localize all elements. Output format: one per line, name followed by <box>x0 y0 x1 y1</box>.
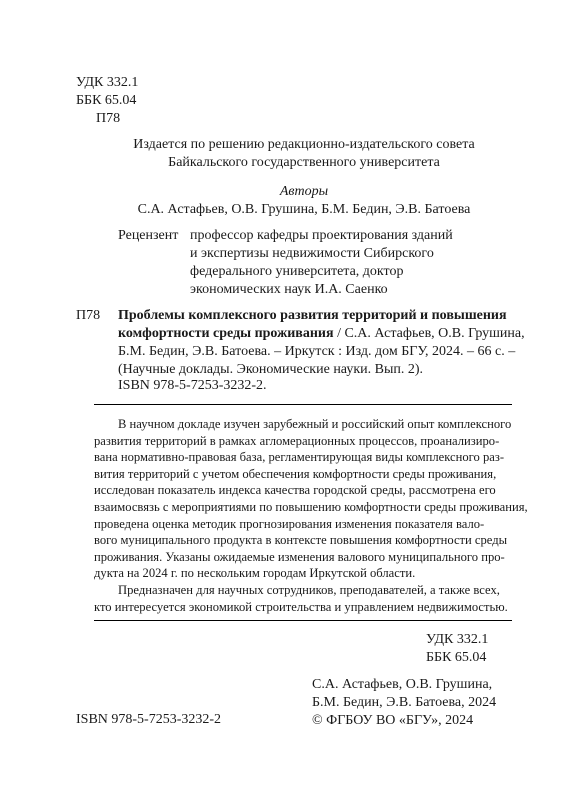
abstract-line: вого муниципального продукта в контексте повышения комфортности среды <box>94 533 508 548</box>
biblio-line: Б.М. Бедин, Э.В. Батоева. – Иркутск : Изд. дом БГУ, 2024. – 66 с. – <box>118 344 516 359</box>
reviewer-details <box>190 227 453 299</box>
biblio-line <box>118 325 525 343</box>
biblio-isbn: ISBN 978-5-7253-3232-2. <box>118 378 267 393</box>
author-mark: П78 <box>96 111 121 126</box>
abstract-line: В научном докладе изучен зарубежный и российский опыт комплексного <box>118 417 512 431</box>
abstract-line: проведена оценка методик прогнозирования изменения показателя вало- <box>94 516 485 531</box>
abstract-line: исследован показатель индекса качества городской среды, рассмотрена его <box>94 483 496 498</box>
publisher-note <box>76 136 532 172</box>
book-title-line: Проблемы комплексного развития территорий и повышения <box>118 308 507 323</box>
copyright-line: С.А. Астафьев, О.В. Грушина, <box>312 677 493 692</box>
abstract-line: вития территорий с учетом обеспечения комфортности среды проживания, <box>94 466 497 481</box>
abstract <box>94 416 528 615</box>
publisher-note-line: Байкальского государственного университета <box>168 155 440 170</box>
biblio-series: (Научные доклады. Экономические науки. Вып. 2). <box>118 362 424 377</box>
bbk-code: ББК 65.04 <box>76 93 137 108</box>
audience-line: Предназначен для научных сотрудников, преподавателей, а также всех, <box>118 582 500 597</box>
audience-line: кто интересуется экономикой строительства и управлением недвижимостью. <box>94 599 508 614</box>
footer-bbk: ББК 65.04 <box>426 650 487 665</box>
reviewer-line: экономических наук И.А. Саенко <box>190 282 388 297</box>
divider <box>94 404 512 405</box>
udk-code: УДК 332.1 <box>76 75 139 90</box>
authors-names: С.А. Астафьев, О.В. Грушина, Б.М. Бедин, Э.В. Батоева <box>137 202 471 217</box>
copyright-line: Б.М. Бедин, Э.В. Батоева, 2024 <box>312 695 497 710</box>
copyright-block <box>312 676 496 730</box>
abstract-line: проживания. Указаны ожидаемые изменения валового муниципального про- <box>94 549 505 564</box>
footer-isbn: ISBN 978-5-7253-3232-2 <box>76 712 222 727</box>
biblio-code: П78 <box>76 308 101 323</box>
footer-udk: УДК 332.1 <box>426 632 489 647</box>
biblio-authors: / С.А. Астафьев, О.В. Грушина, <box>333 326 525 341</box>
abstract-line: взаимосвязь с мероприятиями по повышению комфортности среды проживания, <box>94 499 528 514</box>
publisher-note-line: Издается по решению редакционно-издательского совета <box>133 137 475 152</box>
divider <box>94 620 512 621</box>
authors-label: Авторы <box>279 184 329 199</box>
reviewer-label: Рецензент <box>118 228 179 243</box>
abstract-line: дукта на 2024 г. по нескольким городам Иркутской области. <box>94 566 416 581</box>
reviewer-line: федерального университета, доктор <box>190 264 404 279</box>
reviewer-line: и экспертизы недвижимости Сибирского <box>190 246 434 261</box>
biblio-record <box>118 307 525 379</box>
book-title-line: комфортности среды проживания <box>118 326 334 341</box>
reviewer-line: профессор кафедры проектирования зданий <box>190 228 453 243</box>
abstract-line: развития территорий в рамках агломерационных процессов, проанализиро- <box>94 433 500 448</box>
abstract-line: вана нормативно-правовая база, регламентирующая виды комплексного раз- <box>94 450 505 465</box>
copyright-line: © ФГБОУ ВО «БГУ», 2024 <box>312 713 474 728</box>
